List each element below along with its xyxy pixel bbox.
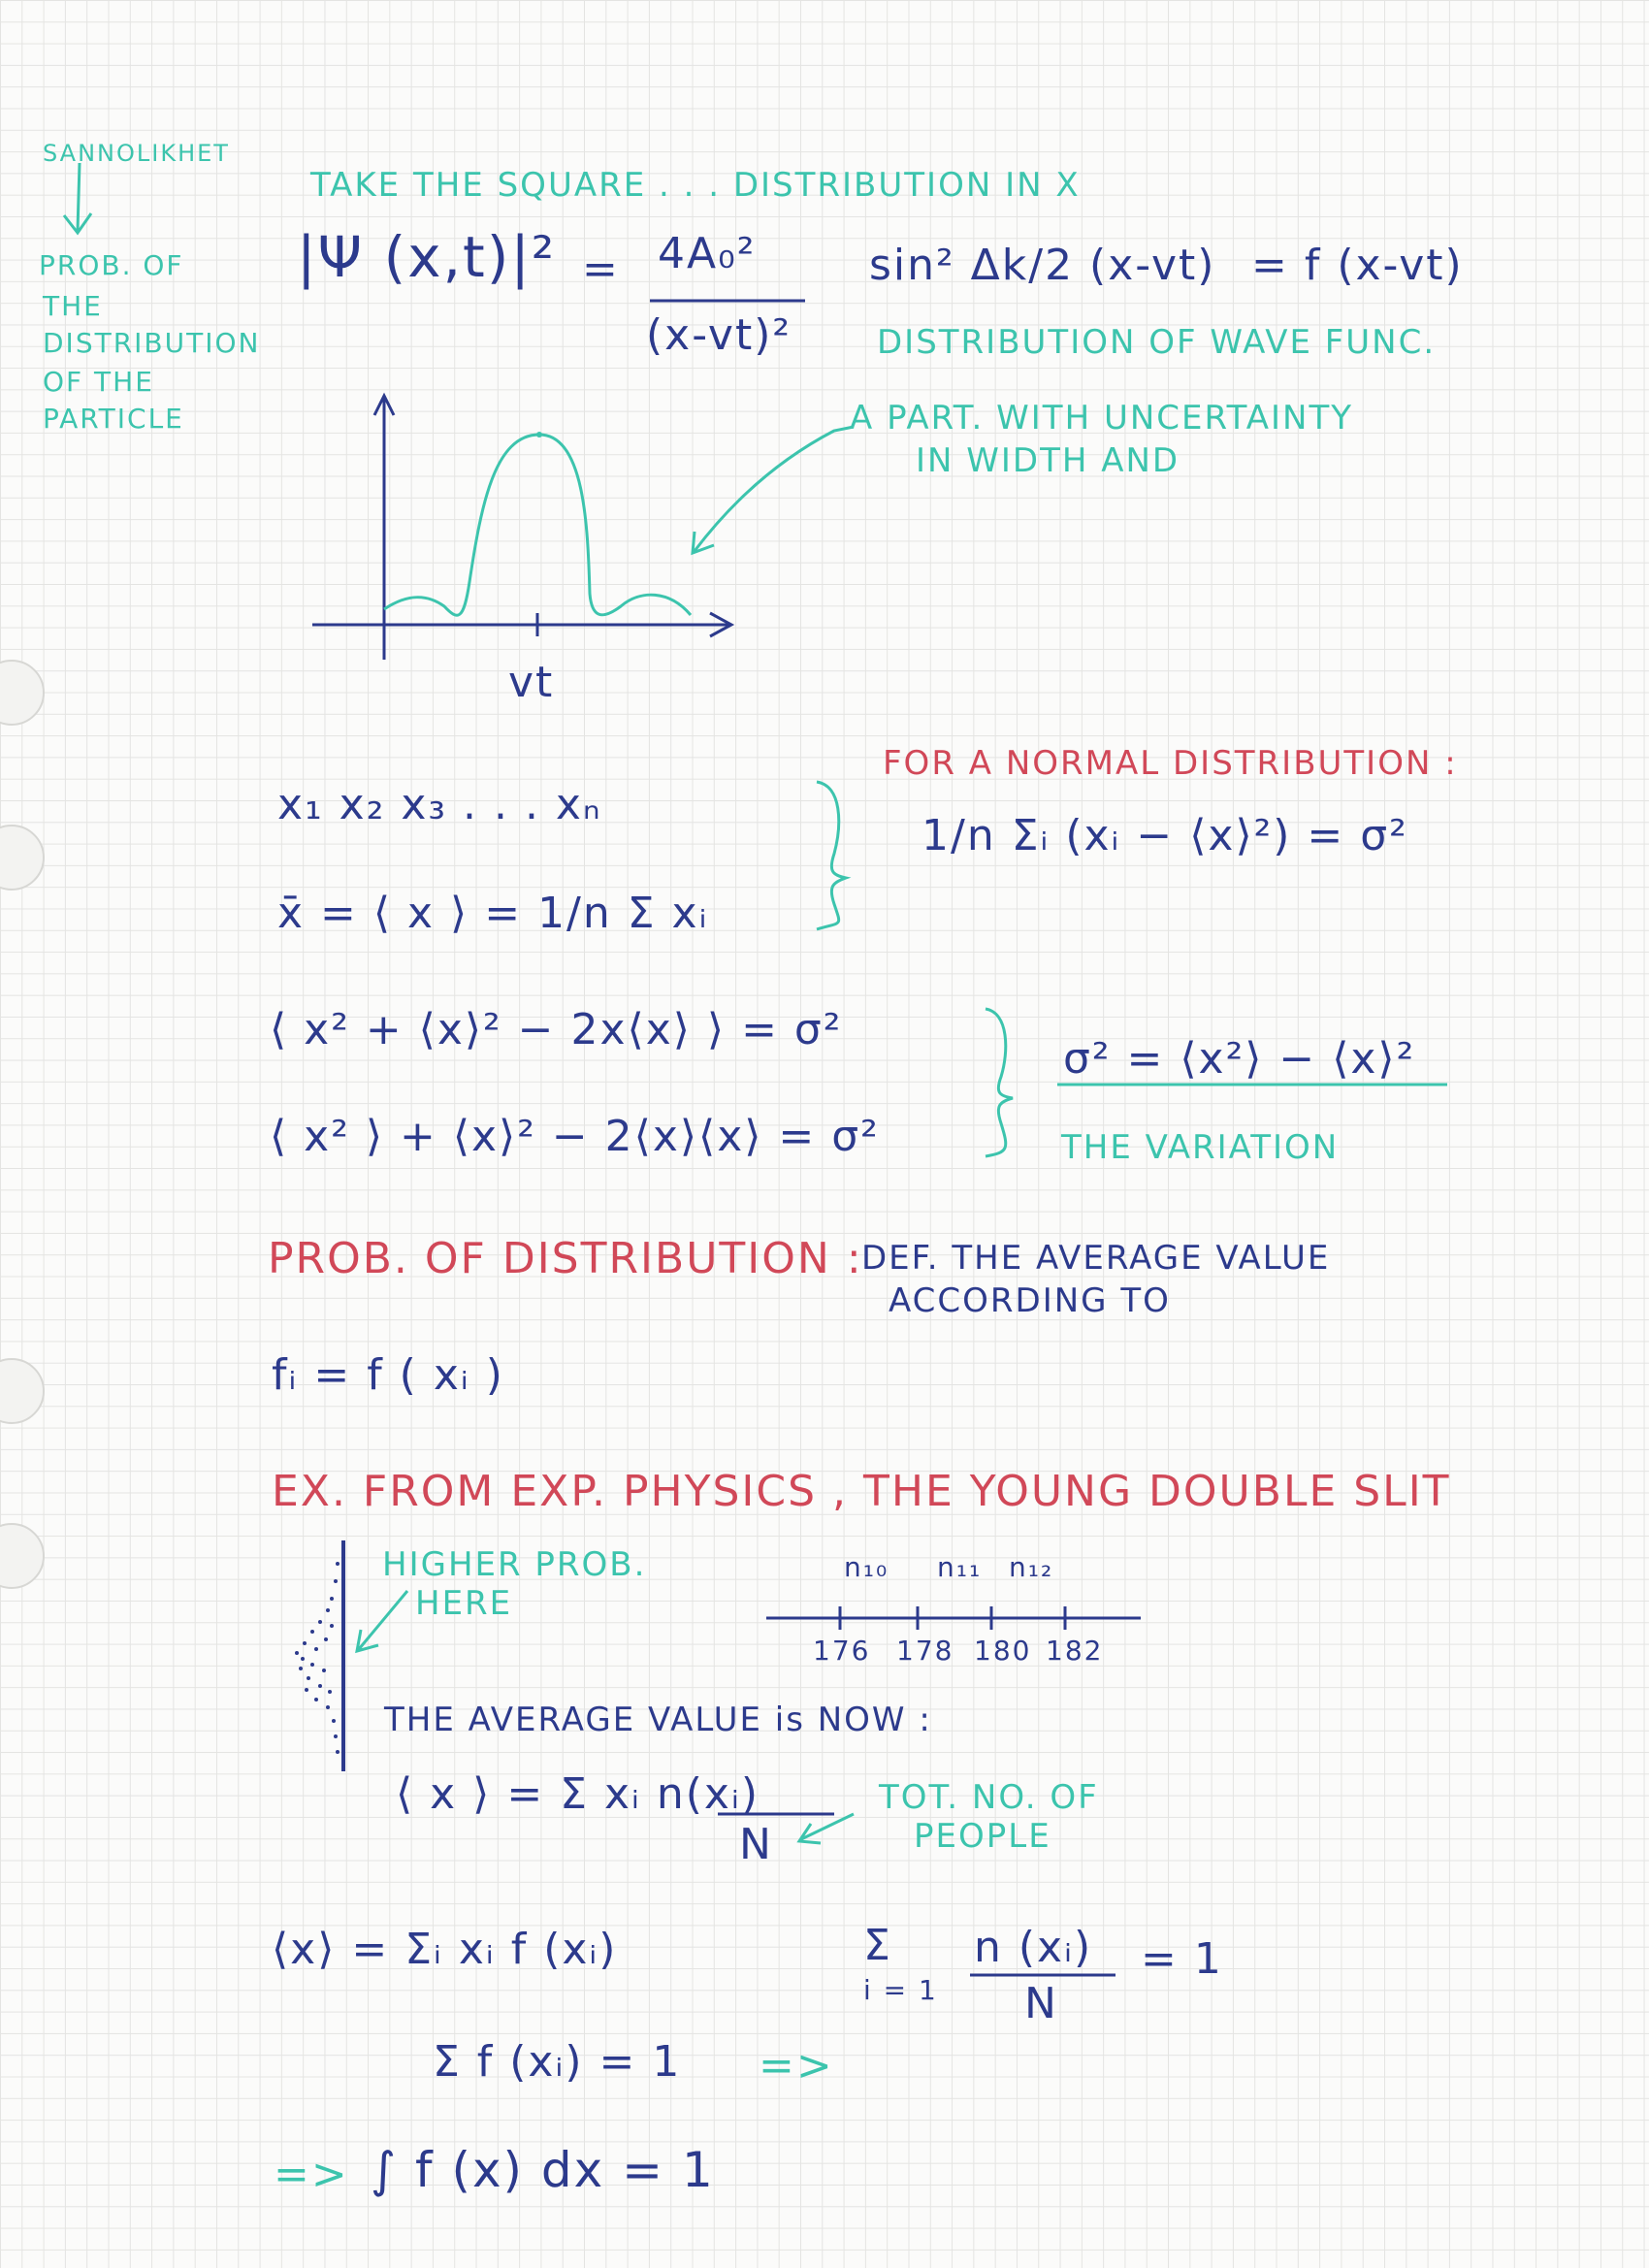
samples-sequence: x₁ x₂ x₃ . . . xₙ: [277, 780, 602, 829]
wave-sine: sin² Δk/2 (x-vt): [869, 241, 1216, 290]
sum-equals: = 1: [1141, 1934, 1223, 1984]
scale-tick-label: 180: [974, 1635, 1032, 1667]
higher-prob-1: HIGHER PROB.: [382, 1545, 647, 1584]
detector-dots: [295, 1562, 340, 1754]
sum-symbol: Σ: [863, 1921, 892, 1970]
wave-numerator: 4A₀²: [658, 229, 757, 278]
peak-dot: [536, 432, 542, 437]
graph-annotation-2: IN WIDTH AND: [916, 441, 1180, 480]
wave-lhs: |Ψ (x,t)|²: [297, 224, 557, 290]
graph-x-axis: [312, 613, 731, 636]
scale-top-label: n₁₀: [844, 1551, 889, 1583]
sum-fraction-num: n (xᵢ): [974, 1923, 1093, 1972]
scale-tick-label: 182: [1046, 1635, 1104, 1667]
normal-heading: FOR A NORMAL DISTRIBUTION :: [883, 744, 1458, 783]
graph-annotation-1: A PART. WITH UNCERTAINTY: [850, 399, 1354, 437]
implies-arrow: =>: [274, 2150, 349, 2199]
margin-particle: PARTICLE: [43, 403, 184, 435]
average-now: THE AVERAGE VALUE is NOW :: [384, 1701, 932, 1739]
variance-line-2: ⟨ x² ⟩ + ⟨x⟩² − 2⟨x⟩⟨x⟩ = σ²: [270, 1112, 880, 1161]
margin-sannolikhet: SANNOLIKHET: [43, 140, 230, 167]
example-heading: EX. FROM EXP. PHYSICS , THE YOUNG DOUBLE SLIT: [272, 1467, 1451, 1516]
prob-formula: fᵢ = f ( xᵢ ): [272, 1350, 504, 1400]
prob-def-2: ACCORDING TO: [889, 1281, 1171, 1320]
graph-y-axis: [374, 396, 394, 660]
prob-def-1: DEF. THE AVERAGE VALUE: [861, 1239, 1331, 1278]
higher-prob-2: HERE: [415, 1584, 513, 1623]
margin-the: THE: [43, 290, 103, 322]
margin-of-the: OF THE: [43, 366, 154, 398]
sum-index: i = 1: [863, 1974, 938, 2006]
scale-tick-label: 178: [896, 1635, 954, 1667]
wave-packet-curve: [384, 435, 691, 615]
normal-formula: 1/n Σᵢ (xᵢ − ⟨x⟩²) = σ²: [922, 811, 1408, 860]
brace-variance: [986, 1009, 1013, 1156]
wave-rhs: = f (x-vt): [1251, 241, 1464, 290]
scale-top-label: n₁₁: [937, 1551, 983, 1583]
wave-caption: DISTRIBUTION OF WAVE FUNC.: [877, 323, 1437, 362]
brace-samples: [817, 782, 846, 929]
average-denominator: N: [739, 1820, 773, 1869]
prob-heading: PROB. OF DISTRIBUTION :: [268, 1234, 863, 1283]
people-arrow: [799, 1814, 854, 1843]
wave-equals: =: [582, 244, 620, 294]
sum-f-formula: Σ f (xᵢ) = 1: [433, 2037, 682, 2087]
wave-denominator: (x-vt)²: [646, 310, 792, 360]
margin-arrow: [64, 163, 91, 233]
variance-result: σ² = ⟨x²⟩ − ⟨x⟩²: [1063, 1034, 1416, 1084]
page-heading: TAKE THE SQUARE . . . DISTRIBUTION IN X: [310, 166, 1081, 205]
graph-x-label: vt: [508, 658, 555, 707]
tot-no-of: TOT. NO. OF: [879, 1778, 1099, 1817]
variance-line-1: ⟨ x² + ⟨x⟩² − 2x⟨x⟩ ⟩ = σ²: [270, 1005, 843, 1054]
scale-tick-label: 176: [813, 1635, 871, 1667]
implies-arrow: =>: [759, 2041, 834, 2090]
variance-caption: THE VARIATION: [1061, 1128, 1340, 1167]
integral-formula: ∫ f (x) dx = 1: [371, 2142, 715, 2198]
scale-top-label: n₁₂: [1009, 1551, 1054, 1583]
margin-distribution: DISTRIBUTION: [43, 327, 261, 359]
tot-people: PEOPLE: [914, 1817, 1051, 1856]
sum-fraction-den: N: [1024, 1979, 1058, 2028]
samples-mean: x̄ = ⟨ x ⟩ = 1/n Σ xᵢ: [277, 889, 709, 938]
average-formula: ⟨ x ⟩ = Σ xᵢ n(xᵢ): [396, 1769, 760, 1819]
higher-prob-arrow: [357, 1591, 407, 1651]
margin-prob-of: PROB. OF: [39, 249, 184, 281]
annotation-arrow: [693, 427, 854, 553]
expectation-formula: ⟨x⟩ = Σᵢ xᵢ f (xᵢ): [272, 1925, 618, 1974]
